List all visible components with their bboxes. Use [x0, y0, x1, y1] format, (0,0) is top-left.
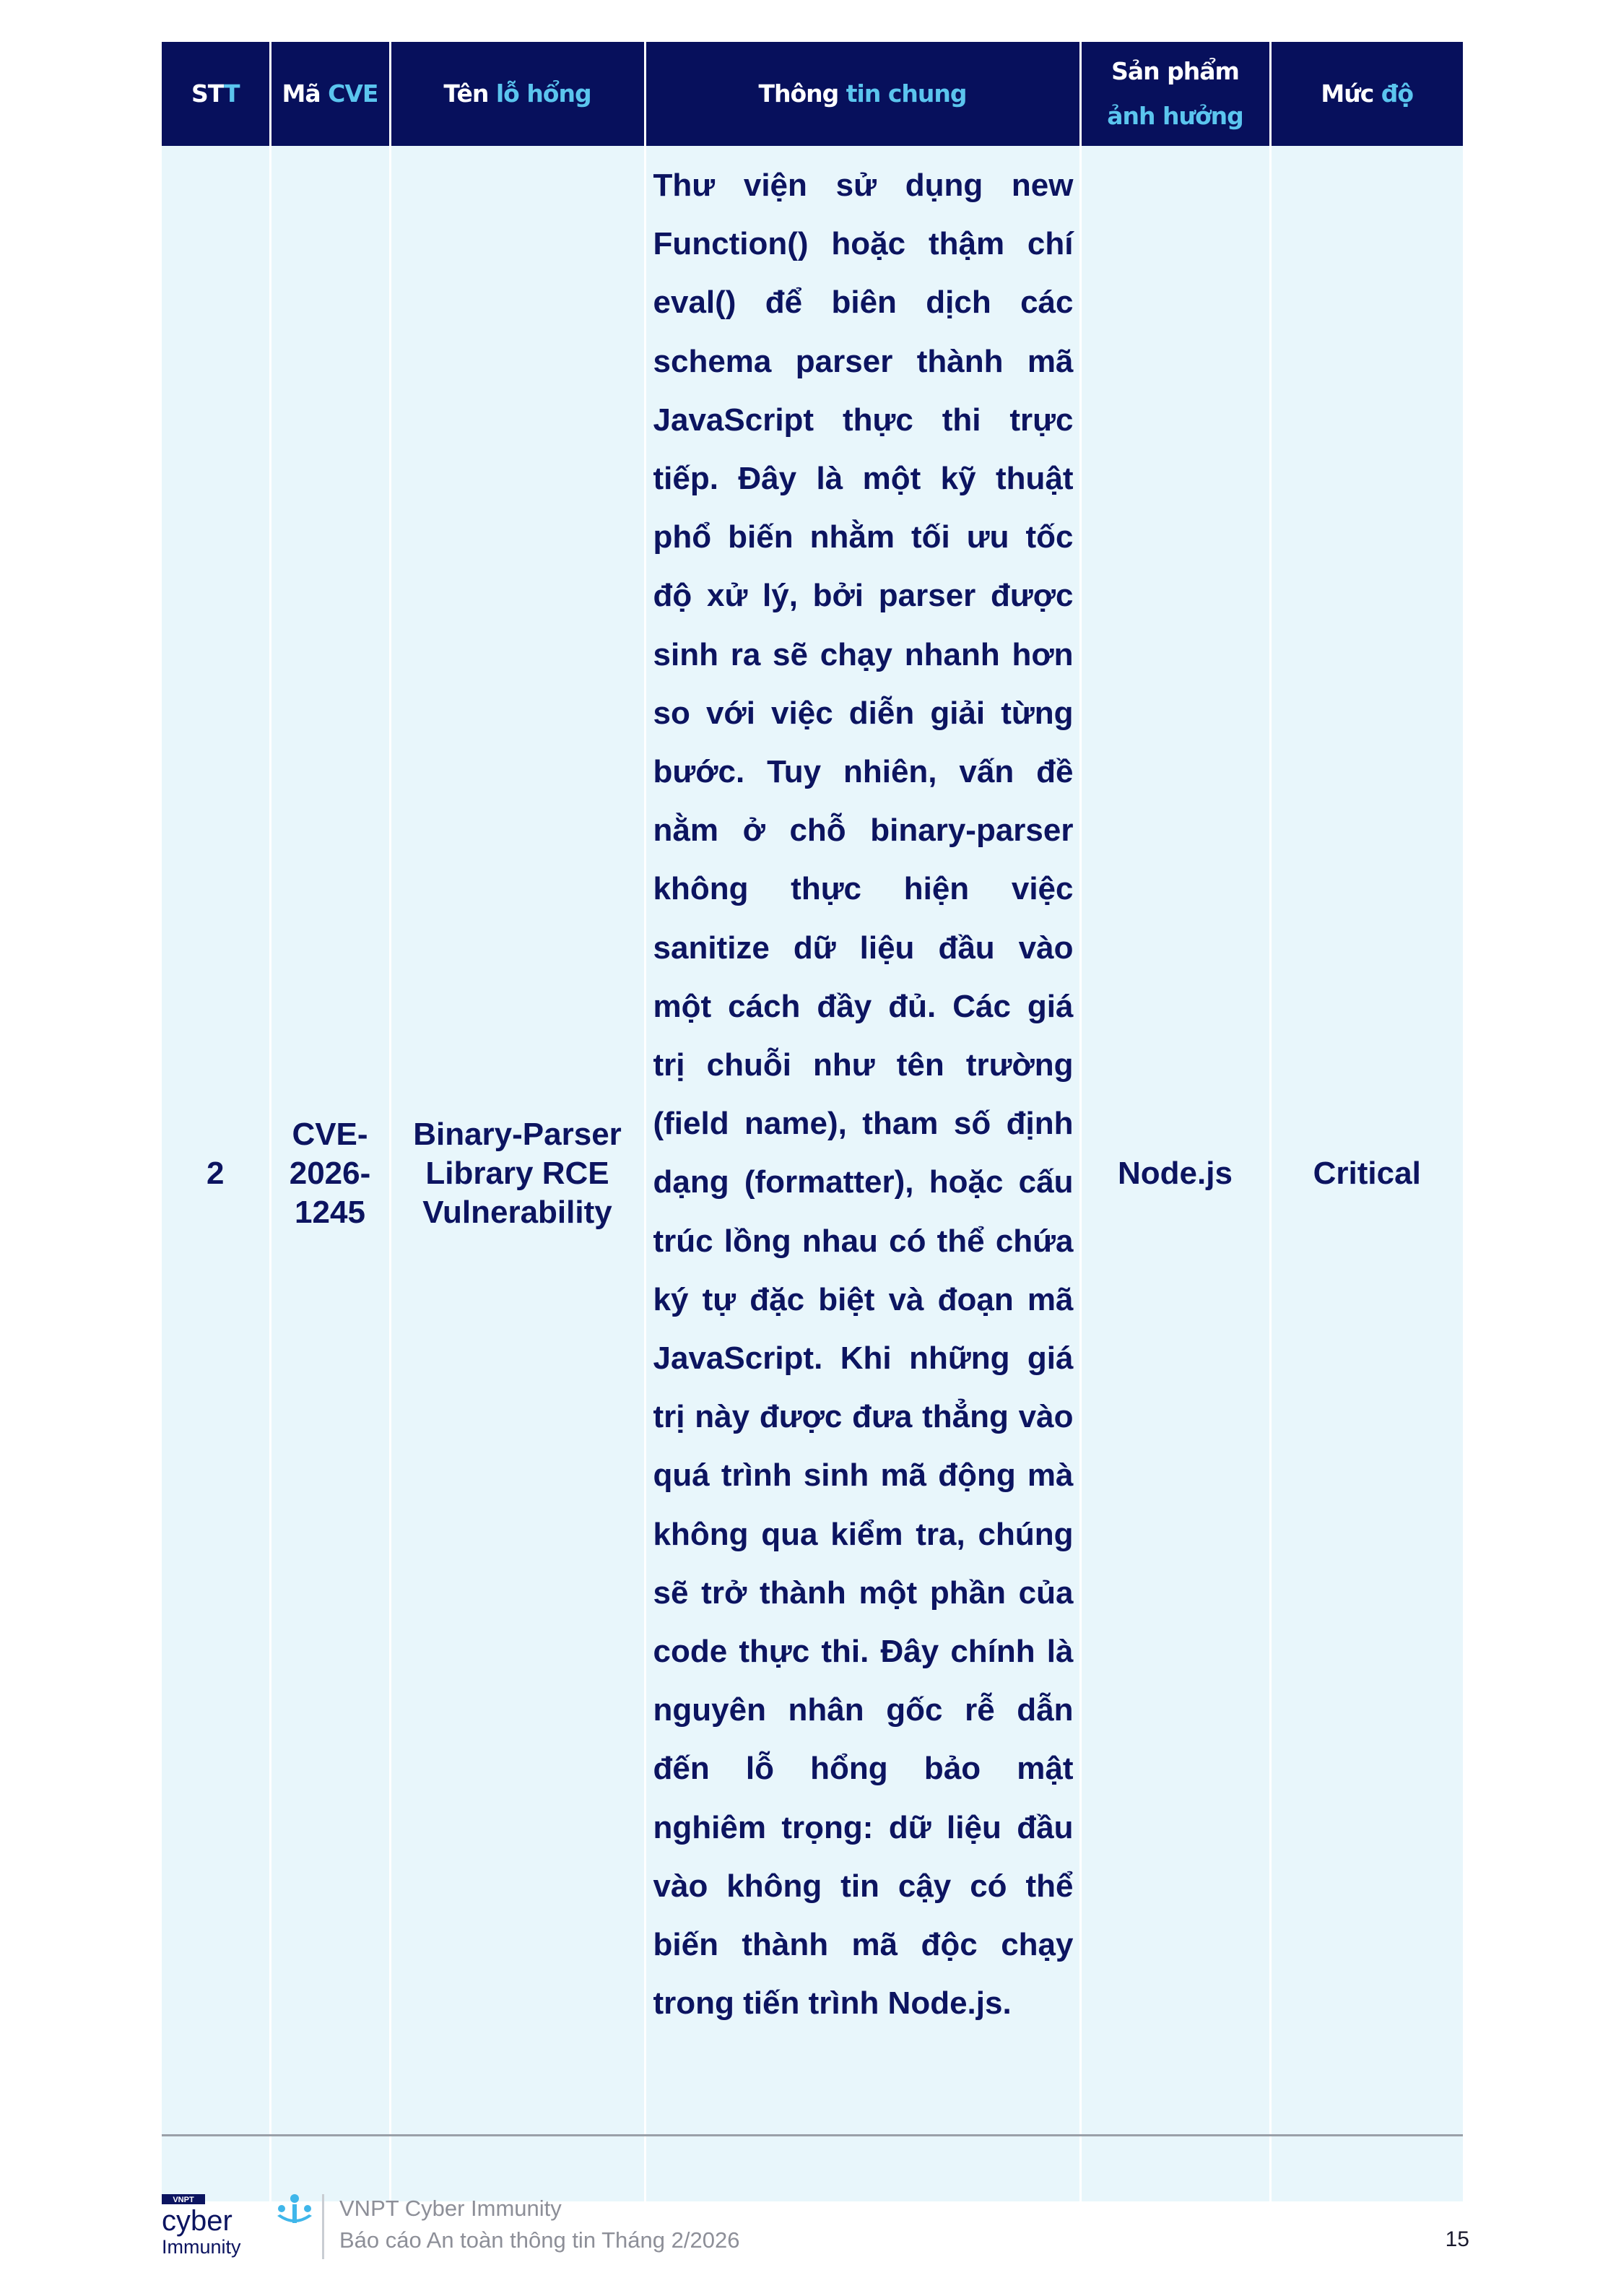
logo-word-immunity: Immunity [162, 2236, 241, 2258]
header-severity: Mức độ [1270, 42, 1463, 146]
cell-description [645, 146, 1080, 2201]
logo-mark-icon [277, 2194, 312, 2223]
table-header-row [162, 42, 1463, 146]
cell-vuln-name: Binary-Parser Library RCE Vulnerability [390, 146, 645, 2201]
header-general-info: Thông tin chung [645, 42, 1080, 146]
logo-word-cyber: cyber [162, 2205, 232, 2237]
logo-badge-text: VNPT [173, 2196, 194, 2204]
header-stt: STT [162, 42, 270, 146]
description-last-line: trong tiến trình Node.js. [653, 1985, 1012, 2022]
footer-organization: VNPT Cyber Immunity [339, 2196, 562, 2221]
table-row [162, 146, 1463, 2201]
cell-cve-id: CVE-2026-1245 [270, 146, 390, 2201]
vulnerability-table [162, 42, 1463, 2201]
description-body: Thư viện sử dụng new Function() hoặc thậm chí eval() để biên dịch các schema parser thành mã JavaScript thực thi trực tiếp. Đây là một kỹ thuật phổ biến nhằm tối ưu tốc độ xử lý, bởi parser được sinh ra sẽ chạy nhanh hơn so với việc diễn giải từng bước. Tuy nhiên, vấn đề nằm ở chỗ binary-parser không thực hiện việc sanitize dữ liệu đầu vào một cách đầy đủ. Các giá trị chuỗi như tên trường (field name), tham số định dạng (formatter), hoặc cấu trúc lồng nhau có thể chứa ký tự đặc biệt và đoạn mã JavaScript. Khi những giá trị này được đưa thẳng vào quá trình sinh mã động mà không qua kiểm tra, chúng sẽ trở thành một phần của code thực thi. Đây chính là nguyên nhân gốc rễ dẫn đến lỗ hổng bảo mật nghiêm trọng: dữ liệu đầu vào không tin cậy có thể biến thành mã độc chạy [653, 168, 1074, 1963]
footer-vertical-divider [322, 2194, 324, 2259]
header-cve: Mã CVE [270, 42, 390, 146]
footer-divider [162, 2134, 1463, 2136]
cell-stt: 2 [162, 146, 270, 2201]
footer-report-title: Báo cáo An toàn thông tin Tháng 2/2026 [339, 2227, 740, 2253]
header-affected-product: Sản phẩm ảnh hưởng [1080, 42, 1270, 146]
vnpt-cyber-immunity-logo [162, 2193, 313, 2258]
cell-affected-product: Node.js [1080, 146, 1270, 2201]
page-number: 15 [1445, 2227, 1469, 2251]
header-vuln-name: Tên lỗ hổng [390, 42, 645, 146]
cell-severity: Critical [1270, 146, 1463, 2201]
